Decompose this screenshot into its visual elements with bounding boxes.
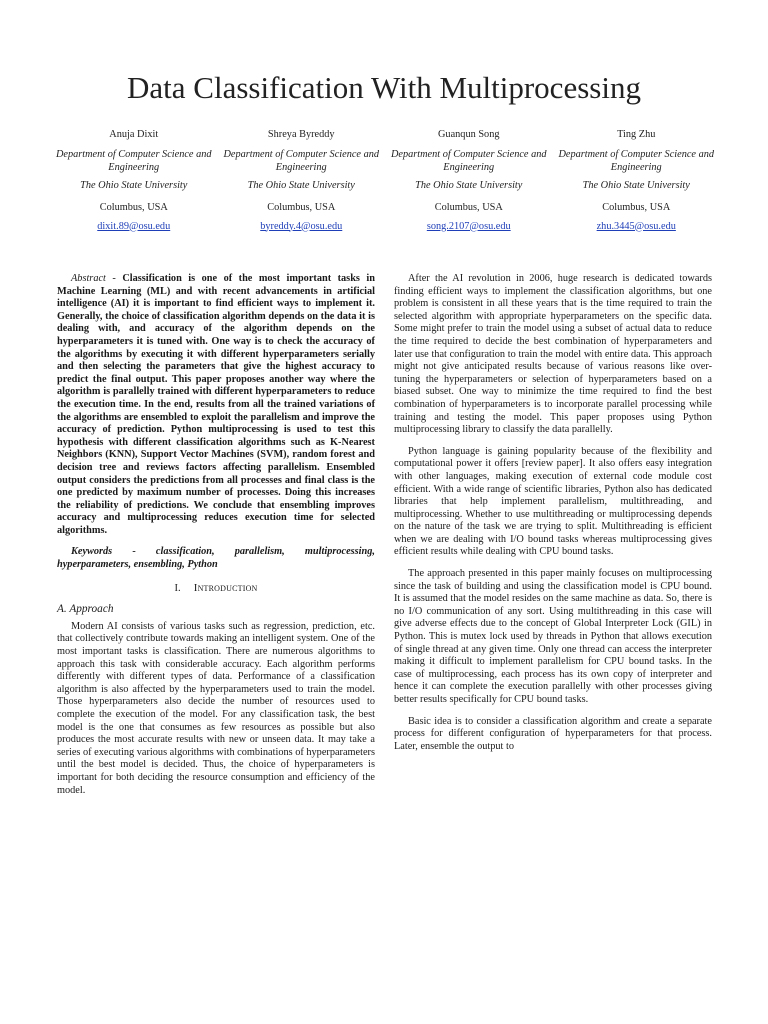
section-title: Introduction (193, 581, 258, 594)
author-dept: Department of Computer Science and Engineering (55, 148, 212, 173)
abstract-label: Abstract - (71, 273, 116, 284)
author-location: Columbus, USA (99, 202, 168, 213)
author-3 (385, 128, 553, 233)
body-paragraph: Python language is gaining popularity because of the flexibility and computational power it offers [review paper]. It also offers easy integration with other languages, making execution of external code module cost efficient. With a wide range of scientific libraries, Python also has dedicated libraries that help implement parallelism, multithreading, and multiprocessing. Whether to use multithreading or multiprocessing depends on the nature of the task we are trying to split. Multithreading is efficient when we are dealing with I/O bound tasks whereas multiprocessing gives efficient results while dealing with CPU bound tasks. (394, 445, 712, 558)
author-location: Columbus, USA (602, 202, 671, 213)
author-location: Columbus, USA (434, 202, 503, 213)
author-email-link[interactable]: song.2107@osu.edu (426, 220, 511, 232)
body-paragraph: After the AI revolution in 2006, huge research is dedicated towards finding efficient ways to implement the classification algorithms, but one problem is consistent in all these years that is the time required to train the selected algorithm with appropriate hyperparameters on the specific data. Some might prefer to train the model using a subset of actual data to reduce the time required to decide the best combination of hyperparameters and later use that configuration to train the model with entire data. This approach might not give anticipated results because of various reasons like over-tuning the hyperparameters or selection of hyperparameters based on a biased subset. One way to minimize the time required to find the best combination of hyperparameters is to incorporate parallel processing while training and testing the model. This paper proposes using Python multiprocessing library to classify the data parallelly. (394, 273, 712, 436)
body-paragraph: Modern AI consists of various tasks such as regression, prediction, etc. that collectively contribute towards making an intelligent system. One of the most important tasks is classification. There are numerous algorithms to approach this task with considerable accuracy. Each algorithm performs differently with different types of data. Performance of a classification algorithm is also affected by the hyperparameters used to train the model. Those hyperparameters also decide the number of resources used to complete the execution of the model. For any classification task, the best model is the one that consumes as few resources as possible but also produces the most accurate results with new or unseen data. It may take a series of executing various algorithms with combinations of hyperparameters until the best model is decided. Thus, the choice of hyperparameters is important for both deciding the resource consumption and efficiency of the model. (57, 620, 375, 796)
author-1 (50, 128, 218, 233)
keywords-text: classification, parallelism, multiprocessing, hyperparameters, ensembling, Python (57, 546, 375, 571)
author-location: Columbus, USA (267, 202, 336, 213)
author-dept: Department of Computer Science and Engineering (390, 148, 547, 173)
left-column (57, 273, 375, 806)
author-dept: Department of Computer Science and Engineering (223, 148, 380, 173)
author-name: Ting Zhu (617, 129, 656, 140)
author-email-link[interactable]: byreddy.4@osu.edu (260, 220, 343, 232)
section-number: I. (174, 582, 181, 594)
author-2 (218, 128, 386, 233)
author-email-link[interactable]: zhu.3445@osu.edu (596, 220, 676, 232)
paper-title: Data Classification With Multiprocessing (127, 70, 641, 105)
author-4 (553, 128, 721, 233)
author-name: Guanqun Song (438, 129, 500, 140)
body-paragraph: The approach presented in this paper mainly focuses on multiprocessing since the task of building and using the classification model is CPU bound. It is assumed that the model resides on the same machine as data. So, there is no I/O communication of any sort. Using multithreading in this case will give adverse effects due to the concept of Global Interpreter Lock (GIL) in Python. This is mutex lock used by threads in Python that allows execution of single thread at any given time. Only one thread can access the interpreter making it difficult to implement parallelism for CPU bound tasks. In the case of multiprocessing, each process has its own copy of interpreter and hence it can complete the execution parallelly with other processes giving better results specifically for CPU bound tasks. (394, 568, 712, 705)
author-university: The Ohio State University (80, 179, 188, 191)
right-column (394, 273, 712, 762)
body-paragraph: Basic idea is to consider a classification algorithm and create a separate process for different configuration of hyperparameters for that process. Later, ensemble the output to (394, 715, 712, 752)
subsection-heading: A. Approach (57, 603, 114, 616)
abstract-text: Classification is one of the most important tasks in Machine Learning (ML) and with recent advancements in artificial intelligence (AI) it is important to find efficient ways to implement it. Generally, the choice of classification algorithm depends on the data it is dealing with, and accuracy of the algorithm depends on the hyperparameters it is tuned with. One way is to check the accuracy of the algorithms by executing it with different hyperparameters serially and then selecting the parameters that give the highest accuracy to predict the final output. This paper proposes another way where the algorithm is parallelly trained with different hyperparameters to reduce the execution time. In the end, results from all the trained variations of the algorithms are ensembled to exploit the parallelism and improve the accuracy of prediction. Python multiprocessing is used to test this hypothesis with different classification algorithms such as K-Nearest Neighbors (KNN), Support Vector Machines (SVM), random forest and decision tree and reviews factors affecting parallelism. Ensembled output considers the predictions from all processes and final class is the one predicted by maximum number of processes. Doing this increases the reliability of predictions. We conclude that ensembling improves accuracy and multiprocessing reduces execution time for selected algorithms. (57, 273, 376, 536)
author-name: Shreya Byreddy (267, 129, 335, 140)
abstract (57, 273, 375, 537)
author-name: Anuja Dixit (109, 129, 159, 140)
author-university: The Ohio State University (415, 179, 523, 191)
keywords-label: Keywords - (71, 546, 136, 558)
author-block (50, 128, 720, 233)
author-university: The Ohio State University (582, 179, 690, 191)
section-heading (57, 582, 375, 596)
author-email-link[interactable]: dixit.89@osu.edu (97, 220, 171, 232)
author-dept: Department of Computer Science and Engineering (558, 148, 715, 173)
keywords (57, 546, 375, 571)
author-university: The Ohio State University (247, 179, 355, 191)
